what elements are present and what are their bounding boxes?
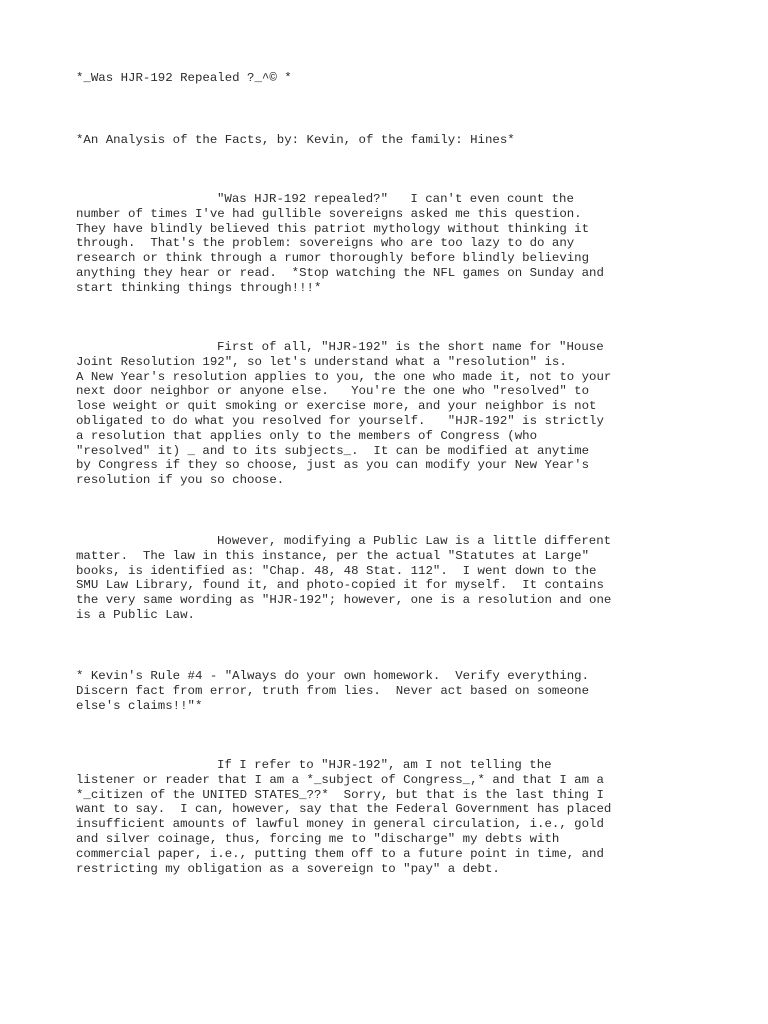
paragraph-line: and silver coinage, thus, forcing me to "discharge" my debts with [76, 831, 560, 846]
paragraph-line: They have blindly believed this patriot mythology without thinking it [76, 221, 590, 236]
paragraph-line: restricting my obligation as a sovereign to "pay" a debt. [76, 861, 500, 876]
paragraph-line: "Was HJR-192 repealed?" I can't even count the [217, 192, 574, 206]
paragraph-line: listener or reader that I am a *_subject of Congress_,* and that I am a [76, 772, 604, 787]
paragraph-line: next door neighbor or anyone else. You're the one who "resolved" to [76, 384, 590, 399]
paragraph-line: start thinking things through!!!* [76, 280, 322, 295]
paragraph-line: Joint Resolution 192", so let's understand what a "resolution" is. [76, 354, 567, 369]
paragraph-line: "resolved" it) _ and to its subjects_. It can be modified at anytime [76, 443, 590, 458]
paragraph-line: matter. The law in this instance, per the actual "Statutes at Large" [76, 548, 590, 563]
paragraph-line: If I refer to "HJR-192", am I not telling the [217, 758, 552, 772]
paragraph-line: insufficient amounts of lawful money in general circulation, i.e., gold [76, 817, 604, 832]
paragraph-line: obligated to do what you resolved for yourself. "HJR-192" is strictly [76, 413, 604, 428]
paragraph-line: a resolution that applies only to the members of Congress (who [76, 428, 538, 443]
paragraph-line: through. That's the problem: sovereigns who are too lazy to do any [76, 236, 575, 251]
paragraph-line: books, is identified as: "Chap. 48, 48 Stat. 112". I went down to the [76, 563, 597, 578]
paragraph-line: by Congress if they so choose, just as you can modify your New Year's [76, 458, 590, 473]
paragraph-line: want to say. I can, however, say that the Federal Government has placed [76, 802, 612, 817]
paragraph-line: commercial paper, i.e., putting them off to a future point in time, and [76, 846, 604, 861]
paragraph-line: number of times I've had gullible sovereigns asked me this question. [76, 206, 582, 221]
paragraph-line: research or think through a rumor thoroughly before blindly believing [76, 251, 590, 266]
document-subtitle: *An Analysis of the Facts, by: Kevin, of the family: Hines* [76, 133, 515, 147]
paragraph-line: else's claims!!"* [76, 698, 203, 713]
paragraph-line: * Kevin's Rule #4 - "Always do your own homework. Verify everything. [76, 669, 590, 683]
paragraph-line: anything they hear or read. *Stop watching the NFL games on Sunday and [76, 265, 604, 280]
paragraph-line: is a Public Law. [76, 607, 195, 622]
rule-callout [76, 669, 589, 713]
paragraph-line: resolution if you so choose. [76, 473, 285, 488]
paragraph-line: However, modifying a Public Law is a little different [217, 534, 612, 548]
paragraph-1 [76, 192, 604, 296]
paragraph-line: SMU Law Library, found it, and photo-copied it for myself. It contains [76, 578, 604, 593]
paragraph-4 [76, 758, 611, 876]
document-title: *_Was HJR-192 Repealed ?_^© * [76, 71, 292, 85]
paragraph-line: A New Year's resolution applies to you, the one who made it, not to your [76, 369, 612, 384]
paragraph-line: First of all, "HJR-192" is the short name for "House [217, 340, 604, 354]
paragraph-3 [76, 534, 611, 623]
paragraph-line: *_citizen of the UNITED STATES_??* Sorry, but that is the last thing I [76, 787, 604, 802]
paragraph-2 [76, 340, 611, 488]
paragraph-line: lose weight or quit smoking or exercise more, and your neighbor is not [76, 399, 597, 414]
paragraph-line: Discern fact from error, truth from lies. Never act based on someone [76, 683, 590, 698]
paragraph-line: the very same wording as "HJR-192"; however, one is a resolution and one [76, 593, 612, 608]
